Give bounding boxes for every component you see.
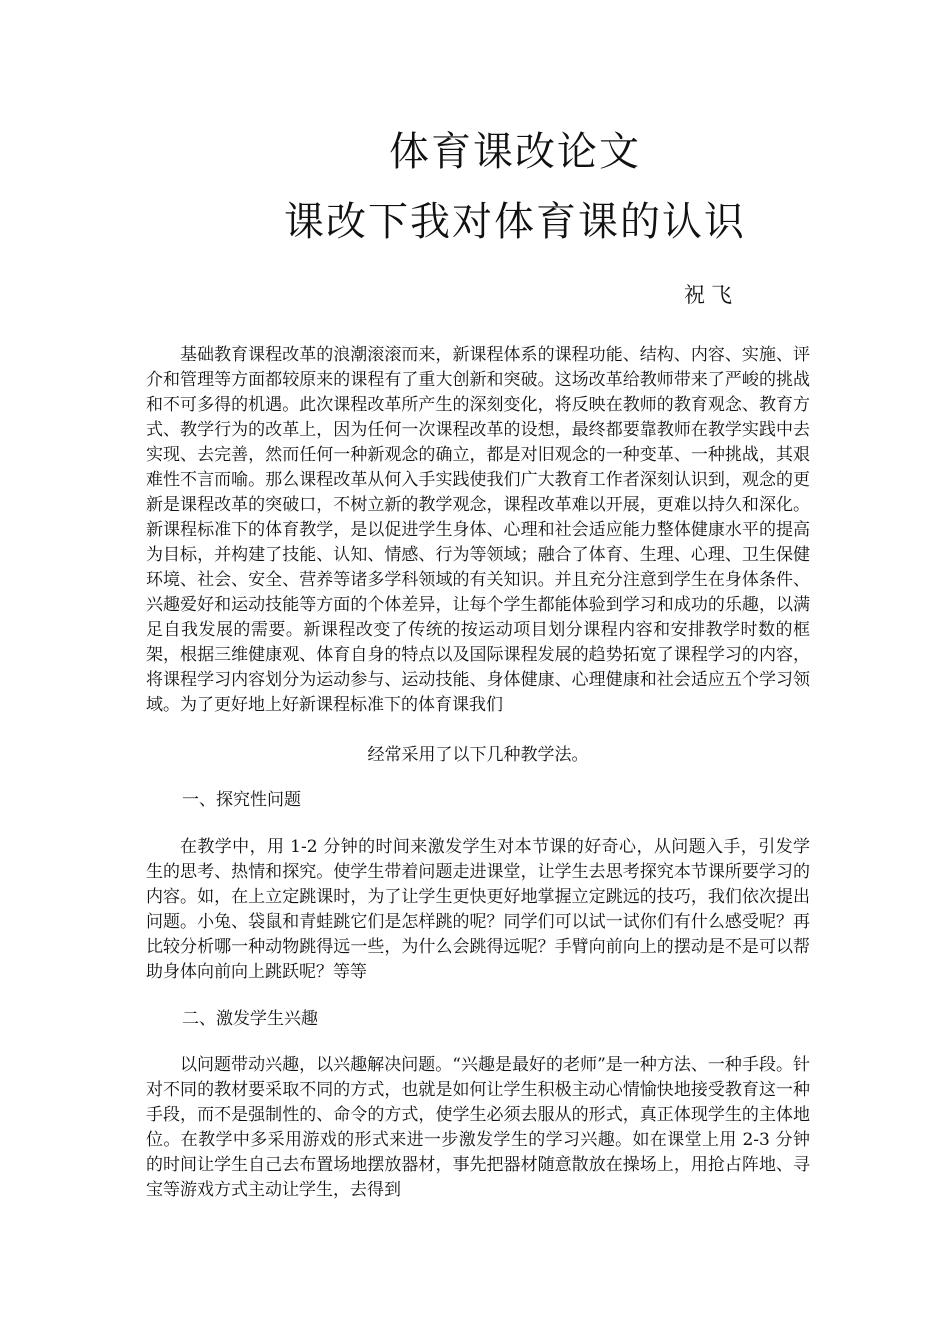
document-title: 体育课改论文: [389, 129, 641, 175]
section-paragraph-interest: 以问题带动兴趣，以兴趣解决问题。“兴趣是最好的老师”是一种方法、一种手段。针对不同的教材要采取不同的方式，也就是如何让学生积极主动心情愉快地接受教育这一种手段，而不是强制性的、命令的方式，使学生必须去服从的形式，真正体现学生的主体地位。在教学中多采用游戏的形式来进一步激发学生的学习兴趣。如在课堂上用 2-3 分钟的时间让学生自己去布置场地摆放器材，事先把器材随意散放在操场上，用抢占阵地、寻宝等游戏方式主动让学生，去得到: [146, 1055, 810, 1200]
intro-paragraph: 基础教育课程改革的浪潮滚滚而来，新课程体系的课程功能、结构、内容、实施、评介和管理等方面都较原来的课程有了重大创新和突破。这场改革给教师带来了严峻的挑战和不可多得的机遇。此次课程改革所产生的深刻变化，将反映在教师的教育观念、教育方式、教学行为的改革上，因为任何一次课程改革的设想，最终都要靠教师在教学实践中去实现、去完善，然而任何一种新观念的确立，都是对旧观念的一种变革、一种挑战，其艰难性不言而喻。那么课程改革从何入手实践使我们广大教育工作者深刻认识到，观念的更新是课程改革的突破口，不树立新的教学观念，课程改革难以开展，更难以持久和深化。新课程标准下的体育教学，是以促进学生身体、心理和社会适应能力整体健康水平的提高为目标，并构建了技能、认知、情感、行为等领域；融合了体育、生理、心理、卫生保健环境、社会、安全、营养等诸多学科领域的有关知识。并且充分注意到学生在身体条件、兴趣爱好和运动技能等方面的个体差异，让每个学生都能体验到学习和成功的乐趣，以满足自我发展的需要。新课程改变了传统的按运动项目划分课程内容和安排教学时数的框架，根据三维健康观、体育自身的特点以及国际课程发展的趋势拓宽了课程学习的内容，将课程学习内容划分为运动参与、运动技能、身体健康、心理健康和社会适应五个学习领域。为了更好地上好新课程标准下的体育课我们: [146, 345, 810, 715]
document-subtitle: 课改下我对体育课的认识: [284, 199, 746, 245]
section-heading-inquiry: 一、探究性问题: [182, 790, 301, 810]
section-paragraph-inquiry: 在教学中，用 1-2 分钟的时间来激发学生对本节课的好奇心，从问题入手，引发学生的思考、热情和探究。使学生带着问题走进课堂，让学生去思考探究本节课所要学习的内容。如，在上立定跳课时，为了让学生更快更好地掌握立定跳远的技巧，我们依次提出问题。小兔、袋鼠和青蛙跳它们是怎样跳的呢？同学们可以试一试你们有什么感受呢？再比较分析哪一种动物跳得远一些，为什么会跳得远呢？手臂向前向上的摆动是不是可以帮助身体向前向上跳跃呢？等等: [146, 837, 810, 982]
intro-last-line: 经常采用了以下几种教学法。: [367, 745, 589, 765]
section-heading-interest: 二、激发学生兴趣: [182, 1009, 318, 1029]
author-name: 祝飞: [684, 283, 738, 307]
